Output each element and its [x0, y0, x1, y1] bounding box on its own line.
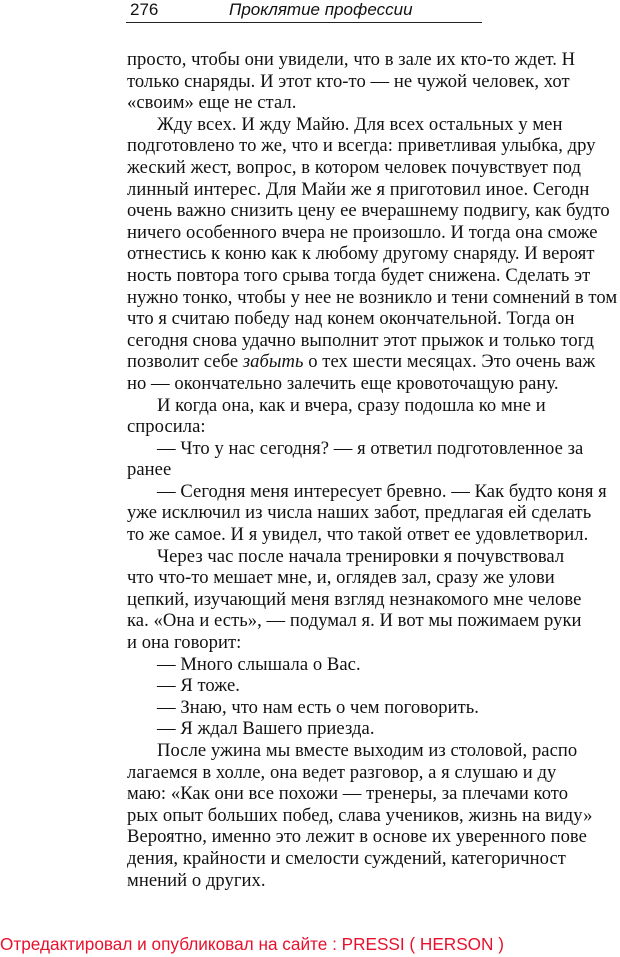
text-line: спросила: — [127, 416, 206, 438]
text-line: «своим» еще не стал. — [127, 92, 297, 114]
page-number: 276 — [130, 0, 159, 19]
text-line: цепкий, изучающий меня взгляд незнакомого мне челове — [127, 588, 582, 610]
text-line: мнений о других. — [127, 869, 266, 891]
text-line: лагаемся в холле, она ведет разговор, а я слушаю и ду — [127, 761, 557, 783]
text-line: И когда она, как и вчера, сразу подошла ко мне и — [157, 394, 546, 416]
body-text — [127, 49, 620, 891]
text-line: рых опыт больших побед, слава учеников, жизнь на виду» — [127, 804, 593, 826]
text-line: подготовлено то же, что и всегда: приветливая улыбка, дру — [127, 135, 596, 157]
text-line: то же самое. И я увидел, что такой ответ ее удовлетворил. — [127, 524, 589, 546]
text-line: линный интерес. Для Майи же я приготовил иное. Сегодн — [127, 178, 590, 200]
text-line: — Много слышала о Вас. — [157, 653, 361, 675]
text-line: Через час после начала тренировки я почувствовал — [157, 545, 565, 567]
text-line: просто, чтобы они увидели, что в зале их кто-то ждет. Н — [127, 49, 576, 70]
text-line: ничего особенного вчера не произошло. И тогда она сможе — [127, 221, 598, 243]
text-line: отнестись к коню как к любому другому снаряду. И вероят — [127, 243, 595, 265]
running-title: Проклятие профессии — [229, 0, 413, 19]
text-line: сегодня снова удачно выполнит этот прыжок и только тогд — [127, 329, 594, 351]
text-line: ранее — [127, 459, 172, 481]
text-line: Вероятно, именно это лежит в основе их уверенного пове — [127, 826, 587, 848]
text-line: но — окончательно залечить еще кровоточащую рану. — [127, 372, 559, 394]
text-line: — Я тоже. — [157, 675, 240, 697]
text-line: уже исключил из числа наших забот, предлагая ей сделать — [127, 502, 592, 524]
text-line: После ужина мы вместе выходим из столовой, распо — [157, 740, 578, 761]
text-line: нужно тонко, чтобы у нее не возникло и тени сомнений в том — [127, 286, 618, 308]
text-line: — Сегодня меня интересует бревно. — Как будто коня я — [157, 480, 607, 502]
running-header — [126, 0, 482, 23]
footer-credit: Отредактировал и опубликовал на сайте : PRESSI ( HERSON ) — [0, 934, 504, 954]
text-line: и она говорит: — [127, 632, 242, 654]
text-line: Жду всех. И жду Майю. Для всех остальных у мен — [157, 113, 563, 135]
text-line: только снаряды. И этот кто-то — не чужой человек, хот — [127, 70, 570, 92]
text-line: что что-то мешает мне, и, оглядев зал, сразу же улови — [127, 567, 555, 589]
text-line: — Что у нас сегодня? — я ответил подготовленное за — [157, 437, 584, 459]
text-line: что я считаю победу над конем окончательной. Тогда он — [127, 308, 575, 330]
text-line: жеский жест, вопрос, в котором человек почувствует под — [127, 156, 581, 178]
emphasis: забыть — [242, 351, 304, 373]
text-line: дения, крайности и смелости суждений, категоричност — [127, 847, 566, 869]
text-line: — Знаю, что нам есть о чем поговорить. — [157, 696, 479, 718]
text-line: — Я ждал Вашего приезда. — [157, 718, 375, 740]
text-line: очень важно снизить цену ее вчерашнему подвигу, как будто — [127, 200, 610, 222]
text-line: ка. «Она и есть», — подумал я. И вот мы пожимаем руки — [127, 610, 582, 632]
text-line: ность повтора того срыва тогда будет снижена. Сделать эт — [127, 264, 591, 286]
text-line: позволит себе забыть о тех шести месяцах. Это очень важ — [127, 351, 596, 373]
text-line: маю: «Как они все похожи — тренеры, за плечами кото — [127, 783, 569, 805]
